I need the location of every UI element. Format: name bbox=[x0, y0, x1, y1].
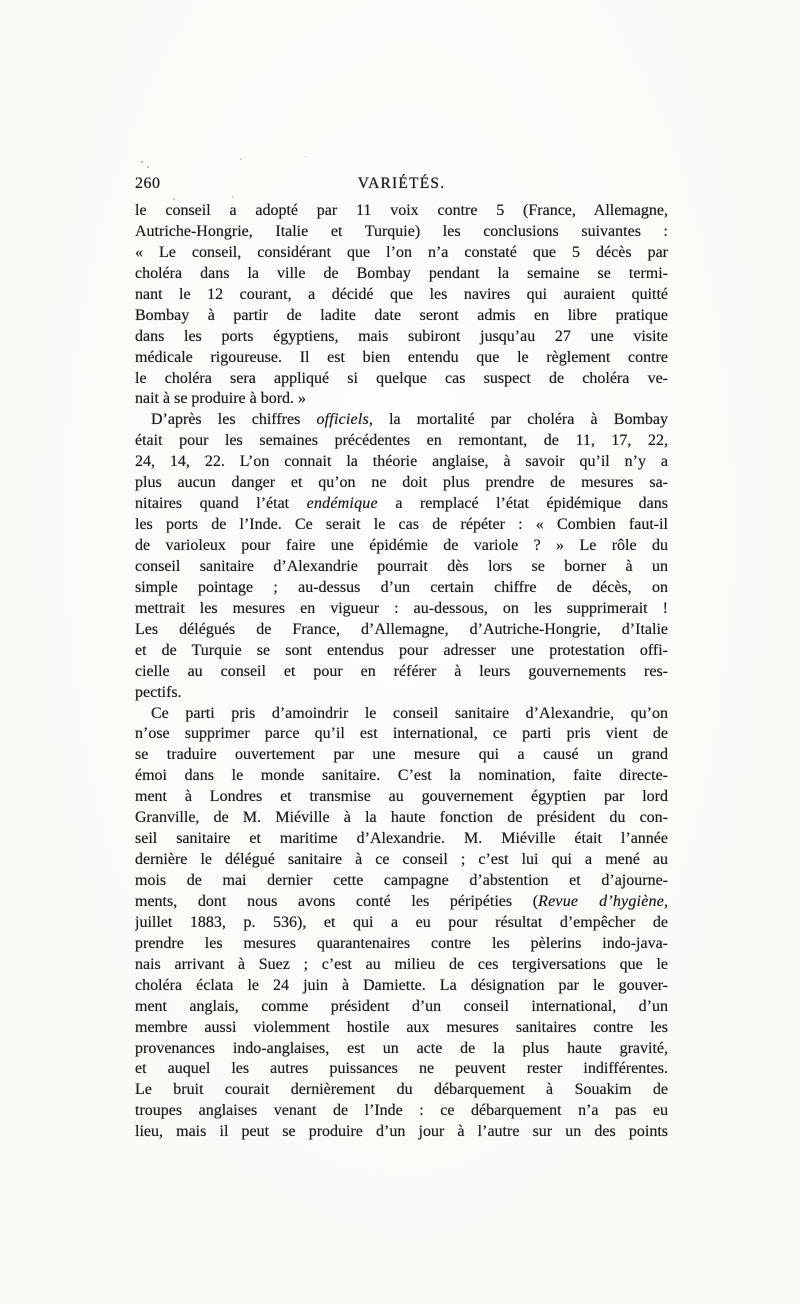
page-number: 260 bbox=[135, 175, 161, 192]
page-header bbox=[135, 175, 668, 195]
text-line: et auquel les autres puissances ne peuvent rester indifférentes. bbox=[135, 1060, 668, 1078]
text-line: et de Turquie se sont entendus pour adresser une protestation offi- bbox=[135, 641, 668, 659]
text-line: nais arrivant à Suez ; c’est au milieu de ces tergiversations que le bbox=[135, 955, 668, 973]
text-line: ments, dont nous avons conté les péripéties (Revue d’hygiène, bbox=[135, 892, 668, 910]
text-line: Les délégués de France, d’Allemagne, d’Autriche-Hongrie, d’Italie bbox=[135, 620, 668, 638]
text-line: les ports de l’Inde. Ce serait le cas de répéter : « Combien faut-il bbox=[135, 516, 668, 534]
running-title: VARIÉTÉS. bbox=[357, 175, 446, 192]
text-line: Ce parti pris d’amoindrir le conseil sanitaire d’Alexandrie, qu’on bbox=[151, 704, 668, 722]
scan-speck bbox=[173, 198, 175, 200]
text-line: cielle au conseil et pour en référer à leurs gouvernements res- bbox=[135, 662, 668, 680]
scan-speck bbox=[232, 196, 234, 198]
text-line: choléra dans la ville de Bombay pendant la semaine se termi- bbox=[135, 264, 668, 282]
page-body bbox=[135, 201, 668, 1143]
text-line: provenances indo-anglaises, est un acte de la plus haute gravité, bbox=[135, 1039, 668, 1057]
text-line: était pour les semaines précédentes en remontant, de 11, 17, 22, bbox=[135, 432, 668, 450]
text-line: nitaires quand l’état endémique a remplacé l’état épidémique dans bbox=[135, 495, 668, 513]
text-line: prendre les mesures quarantenaires contre les pèlerins indo-java- bbox=[135, 934, 668, 952]
paragraph bbox=[135, 201, 668, 410]
text-line: nant le 12 courant, a décidé que les navires qui auraient quitté bbox=[135, 285, 668, 303]
text-line: mettrait les mesures en vigueur : au-dessous, on les supprimerait ! bbox=[135, 599, 668, 617]
text-line: juillet 1883, p. 536), et qui a eu pour résultat d’empêcher de bbox=[135, 913, 668, 931]
text-line: simple pointage ; au-dessus d’un certain chiffre de décès, on bbox=[135, 578, 668, 596]
text-line: plus aucun danger et qu’on ne doit plus prendre de mesures sa- bbox=[135, 474, 668, 492]
text-line: de varioleux pour faire une épidémie de variole ? » Le rôle du bbox=[135, 537, 668, 554]
text-line: émoi dans le monde sanitaire. C’est la nomination, faite directe- bbox=[135, 767, 668, 785]
scan-speck bbox=[240, 158, 242, 160]
paragraph bbox=[135, 410, 668, 703]
text-line: troupes anglaises venant de l’Inde : ce débarquement n’a pas eu bbox=[135, 1102, 668, 1120]
text-line: D’après les chiffres officiels, la mortalité par choléra à Bombay bbox=[151, 411, 668, 429]
text-line: le conseil a adopté par 11 voix contre 5 (France, Allemagne, bbox=[135, 202, 668, 219]
scan-speck bbox=[305, 156, 306, 157]
text-line: lieu, mais il peut se produire d’un jour à l’autre sur un des points bbox=[135, 1123, 668, 1141]
text-line: mois de mai dernier cette campagne d’abstention et d’ajourne- bbox=[135, 872, 668, 889]
text-line: se traduire ouvertement par une mesure qui a causé un grand bbox=[135, 746, 668, 764]
text-line: seil sanitaire et maritime d’Alexandrie. M. Miéville était l’année bbox=[135, 830, 668, 848]
text-line: membre aussi violemment hostile aux mesures sanitaires contre les bbox=[135, 1018, 668, 1036]
text-line: dernière le délégué sanitaire à ce conseil ; c’est lui qui a mené au bbox=[135, 851, 668, 869]
text-line: ment à Londres et transmise au gouvernement égyptien par lord bbox=[135, 788, 668, 806]
text-line: Granville, de M. Miéville à la haute fonction de président du con- bbox=[135, 809, 668, 827]
text-line: n’ose supprimer parce qu’il est international, ce parti pris vient de bbox=[135, 725, 668, 743]
text-line: le choléra sera appliqué si quelque cas suspect de choléra ve- bbox=[135, 369, 668, 387]
text-line: dans les ports égyptiens, mais subiront jusqu’au 27 une visite bbox=[135, 327, 668, 345]
text-line: choléra éclata le 24 juin à Damiette. La désignation par le gouver- bbox=[135, 976, 668, 994]
text-line: Le bruit courait dernièrement du débarquement à Souakim de bbox=[135, 1081, 668, 1099]
text-line: nait à se produire à bord. » bbox=[135, 390, 307, 408]
text-line: 24, 14, 22. L’on connait la théorie anglaise, à savoir qu’il n’y a bbox=[135, 453, 668, 471]
text-line: ment anglais, comme président d’un conseil international, d’un bbox=[135, 997, 668, 1015]
text-line: Bombay à partir de ladite date seront admis en libre pratique bbox=[135, 306, 668, 324]
paragraph bbox=[135, 704, 668, 1144]
scan-speck bbox=[141, 161, 143, 163]
text-line: Autriche-Hongrie, Italie et Turquie) les conclusions suivantes : bbox=[135, 222, 668, 240]
text-line: conseil sanitaire d’Alexandrie pourrait dès lors se borner à un bbox=[135, 557, 668, 575]
text-line: « Le conseil, considérant que l’on n’a constaté que 5 décès par bbox=[135, 243, 668, 261]
text-line: médicale rigoureuse. Il est bien entendu que le règlement contre bbox=[135, 348, 668, 366]
scan-speck bbox=[147, 166, 149, 168]
text-line: pectifs. bbox=[135, 683, 182, 701]
scan-speck bbox=[204, 456, 206, 458]
